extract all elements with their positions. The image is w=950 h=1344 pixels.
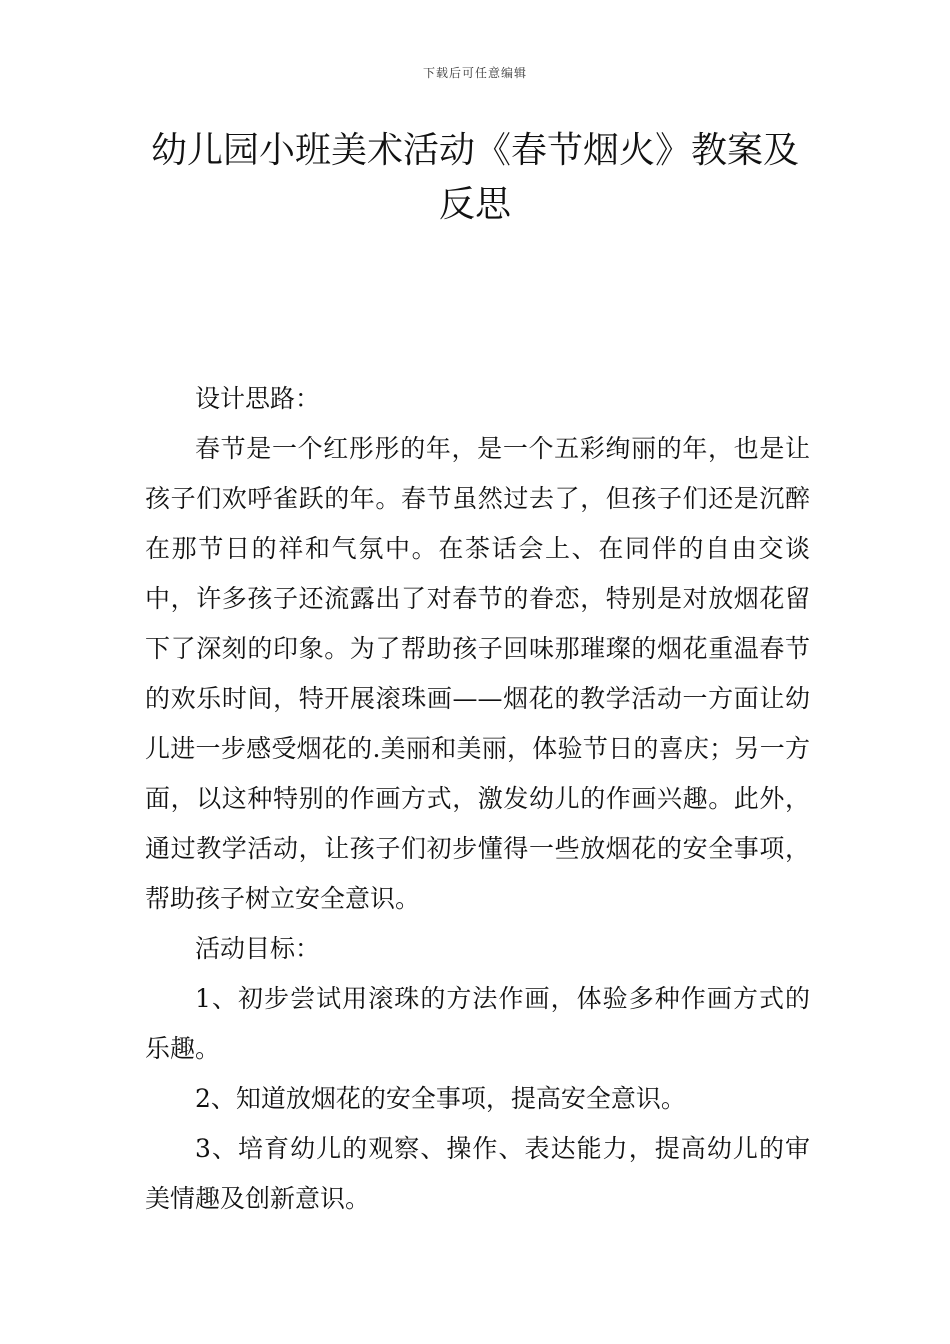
design-heading: 设计思路： <box>195 384 321 413</box>
document-title: 幼儿园小班美术活动《春节烟火》教案及反思 <box>150 130 799 225</box>
goal-item-1: 1、初步尝试用滚珠的方法作画，体验多种作画方式的乐趣。 <box>145 984 810 1063</box>
goal-item-2: 2、知道放烟花的安全事项，提高安全意识。 <box>195 1084 686 1113</box>
goals-heading: 活动目标： <box>195 934 321 963</box>
header-note: 下载后可任意编辑 <box>422 66 527 80</box>
document-body <box>145 374 810 1224</box>
goal-item-3: 3、培育幼儿的观察、操作、表达能力，提高幼儿的审美情趣及创新意识。 <box>145 1134 810 1213</box>
design-paragraph: 春节是一个红彤彤的年，是一个五彩绚丽的年，也是让孩子们欢呼雀跃的年。春节虽然过去了，但孩子们还是沉醉在那节日的祥和气氛中。在茶话会上、在同伴的自由交谈中，许多孩子还流露出了对春节的眷恋，特别是对放烟花留下了深刻的印象。为了帮助孩子回味那璀璨的烟花重温春节的欢乐时间，特开展滚珠画——烟花的教学活动一方面让幼儿进一步感受烟花的.美丽和美丽，体验节日的喜庆；另一方面，以这种特别的作画方式，激发幼儿的作画兴趣。此外，通过教学活动，让孩子们初步懂得一些放烟花的安全事项，帮助孩子树立安全意识。 <box>145 434 810 913</box>
